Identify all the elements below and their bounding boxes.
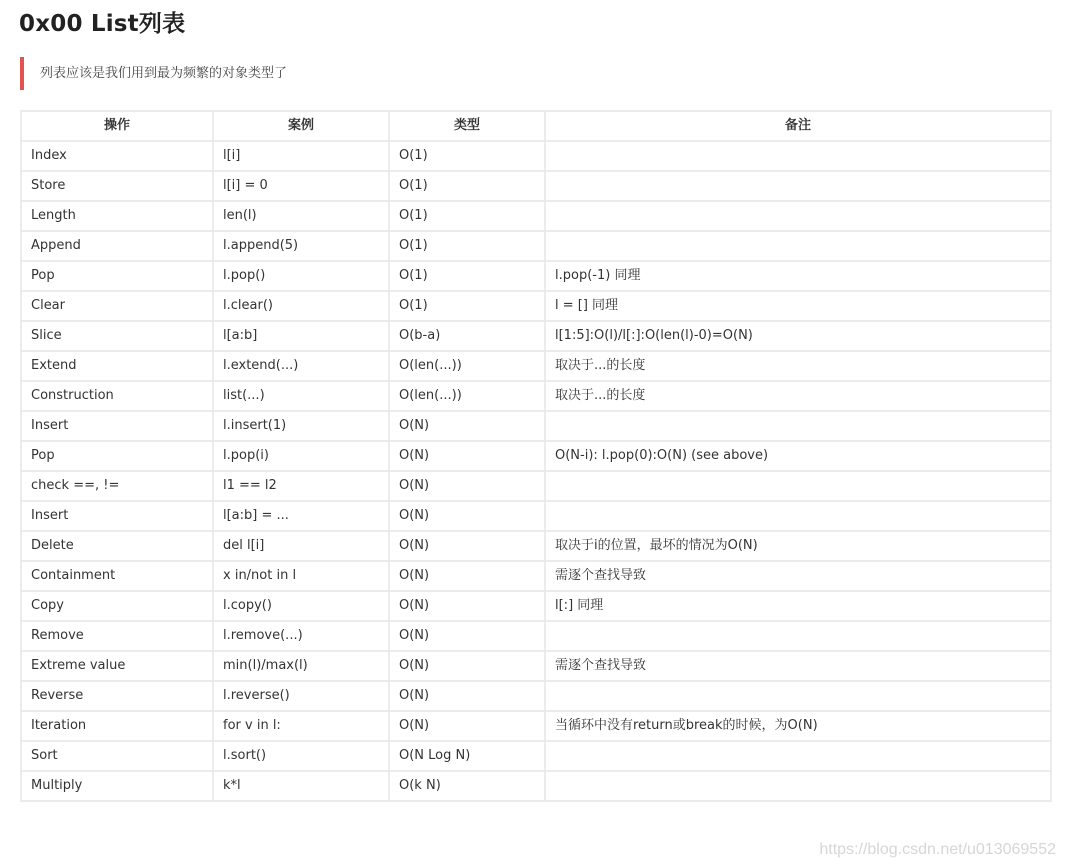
note-cell <box>545 681 1051 711</box>
type-cell: O(1) <box>389 201 545 231</box>
table-row <box>21 381 1051 411</box>
note-cell: 取决于...的长度 <box>545 381 1051 411</box>
table-row <box>21 591 1051 621</box>
table-row <box>21 141 1051 171</box>
example-cell: l.append(5) <box>213 231 389 261</box>
header-example: 案例 <box>213 111 389 141</box>
operation-cell: Length <box>21 201 213 231</box>
operation-cell: Insert <box>21 411 213 441</box>
note-cell <box>545 771 1051 801</box>
header-type: 类型 <box>389 111 545 141</box>
example-cell: l.remove(...) <box>213 621 389 651</box>
operation-cell: Delete <box>21 531 213 561</box>
type-cell: O(N) <box>389 621 545 651</box>
note-cell <box>545 501 1051 531</box>
table-row <box>21 291 1051 321</box>
example-cell: l.pop(i) <box>213 441 389 471</box>
example-cell: l.pop() <box>213 261 389 291</box>
note-cell: 取决于i的位置，最坏的情况为O(N) <box>545 531 1051 561</box>
watermark: https://blog.csdn.net/u013069552 <box>819 841 1056 858</box>
operation-cell: Pop <box>21 261 213 291</box>
table-row <box>21 711 1051 741</box>
table-row <box>21 681 1051 711</box>
note-cell: 需逐个查找导致 <box>545 651 1051 681</box>
type-cell: O(1) <box>389 231 545 261</box>
table-header-row <box>21 111 1051 141</box>
example-cell: l[i] = 0 <box>213 171 389 201</box>
note-cell: l.pop(-1) 同理 <box>545 261 1051 291</box>
example-cell: l.reverse() <box>213 681 389 711</box>
note-cell <box>545 231 1051 261</box>
type-cell: O(1) <box>389 171 545 201</box>
complexity-table <box>20 110 1052 802</box>
type-cell: O(1) <box>389 261 545 291</box>
table-row <box>21 321 1051 351</box>
type-cell: O(N) <box>389 531 545 561</box>
note-cell <box>545 411 1051 441</box>
operation-cell: Sort <box>21 741 213 771</box>
type-cell: O(len(...)) <box>389 351 545 381</box>
note-cell: 需逐个查找导致 <box>545 561 1051 591</box>
example-cell: l[a:b] <box>213 321 389 351</box>
note-cell: 取决于...的长度 <box>545 351 1051 381</box>
note-cell <box>545 171 1051 201</box>
example-cell: k*l <box>213 771 389 801</box>
example-cell: l.extend(...) <box>213 351 389 381</box>
operation-cell: Extreme value <box>21 651 213 681</box>
operation-cell: Extend <box>21 351 213 381</box>
example-cell: list(...) <box>213 381 389 411</box>
header-note: 备注 <box>545 111 1051 141</box>
note-cell: 当循环中没有return或break的时候，为O(N) <box>545 711 1051 741</box>
operation-cell: Index <box>21 141 213 171</box>
note-cell <box>545 201 1051 231</box>
table-row <box>21 651 1051 681</box>
example-cell: len(l) <box>213 201 389 231</box>
page-title: 0x00 List列表 <box>19 11 186 37</box>
operation-cell: check ==, != <box>21 471 213 501</box>
table-row <box>21 201 1051 231</box>
note-cell: l[:] 同理 <box>545 591 1051 621</box>
note-cell <box>545 621 1051 651</box>
table-row <box>21 561 1051 591</box>
operation-cell: Remove <box>21 621 213 651</box>
operation-cell: Reverse <box>21 681 213 711</box>
operation-cell: Iteration <box>21 711 213 741</box>
example-cell: l.insert(1) <box>213 411 389 441</box>
type-cell: O(N) <box>389 681 545 711</box>
note-cell <box>545 741 1051 771</box>
table-row <box>21 471 1051 501</box>
type-cell: O(N) <box>389 591 545 621</box>
example-cell: del l[i] <box>213 531 389 561</box>
note-cell <box>545 471 1051 501</box>
type-cell: O(N Log N) <box>389 741 545 771</box>
operation-cell: Insert <box>21 501 213 531</box>
type-cell: O(N) <box>389 441 545 471</box>
example-cell: min(l)/max(l) <box>213 651 389 681</box>
table-row <box>21 441 1051 471</box>
type-cell: O(1) <box>389 141 545 171</box>
table-row <box>21 771 1051 801</box>
type-cell: O(N) <box>389 711 545 741</box>
table-row <box>21 261 1051 291</box>
table-row <box>21 231 1051 261</box>
operation-cell: Copy <box>21 591 213 621</box>
operation-cell: Store <box>21 171 213 201</box>
table-row <box>21 411 1051 441</box>
operation-cell: Containment <box>21 561 213 591</box>
example-cell: for v in l: <box>213 711 389 741</box>
example-cell: l[i] <box>213 141 389 171</box>
operation-cell: Slice <box>21 321 213 351</box>
type-cell: O(N) <box>389 501 545 531</box>
table-row <box>21 741 1051 771</box>
table-row <box>21 171 1051 201</box>
intro-blockquote: 列表应该是我们用到最为频繁的对象类型了 <box>20 57 1048 90</box>
table-body <box>21 141 1051 801</box>
example-cell: l[a:b] = ... <box>213 501 389 531</box>
type-cell: O(N) <box>389 411 545 441</box>
type-cell: O(N) <box>389 471 545 501</box>
example-cell: l.clear() <box>213 291 389 321</box>
note-cell: O(N-i): l.pop(0):O(N) (see above) <box>545 441 1051 471</box>
table-row <box>21 351 1051 381</box>
example-cell: l.sort() <box>213 741 389 771</box>
operation-cell: Multiply <box>21 771 213 801</box>
type-cell: O(1) <box>389 291 545 321</box>
type-cell: O(N) <box>389 651 545 681</box>
type-cell: O(N) <box>389 561 545 591</box>
table-row <box>21 531 1051 561</box>
note-cell: l[1:5]:O(l)/l[:]:O(len(l)-0)=O(N) <box>545 321 1051 351</box>
example-cell: x in/not in l <box>213 561 389 591</box>
header-operation: 操作 <box>21 111 213 141</box>
example-cell: l.copy() <box>213 591 389 621</box>
type-cell: O(b-a) <box>389 321 545 351</box>
operation-cell: Append <box>21 231 213 261</box>
operation-cell: Construction <box>21 381 213 411</box>
operation-cell: Clear <box>21 291 213 321</box>
table-row <box>21 621 1051 651</box>
note-cell <box>545 141 1051 171</box>
type-cell: O(k N) <box>389 771 545 801</box>
example-cell: l1 == l2 <box>213 471 389 501</box>
operation-cell: Pop <box>21 441 213 471</box>
note-cell: l = [] 同理 <box>545 291 1051 321</box>
table-row <box>21 501 1051 531</box>
type-cell: O(len(...)) <box>389 381 545 411</box>
